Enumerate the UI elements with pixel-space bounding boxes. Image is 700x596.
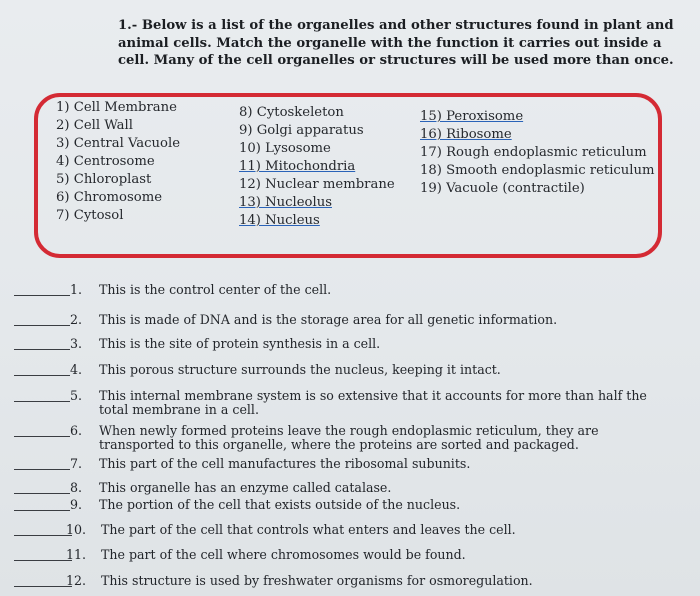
question-text: The part of the cell that controls what enters and leaves the cell. [101,522,516,537]
organelle-item: 13) Nucleolus [239,195,332,210]
instructions-text: 1.- Below is a list of the organelles and other structures found in plant and animal cells. Match the organelle with the function it carries out inside a cell. Many of the cell organelles or structures will be used more than once. [118,18,674,68]
organelle-item: 14) Nucleus [239,213,320,228]
question-number: 10. [65,522,86,537]
question-number: 4. [69,362,82,377]
organelle-item: 15) Peroxisome [420,109,524,124]
question-text: This porous structure surrounds the nucleus, keeping it intact. [99,362,501,377]
question-number: 3. [69,336,82,351]
organelle-item: 11) Mitochondria [239,159,356,174]
organelle-column-1 [56,99,180,225]
question-number: 5. [69,388,82,403]
organelle-item: 19) Vacuole (contractile) [420,181,585,196]
question-number: 8. [69,480,82,495]
question-text: This is made of DNA and is the storage area for all genetic information. [99,312,558,327]
question-text: This part of the cell manufactures the ribosomal subunits. [99,456,471,471]
organelle-item: 6) Chromosome [56,190,163,205]
question-text: The part of the cell where chromosomes would be found. [101,547,466,562]
question-text: This organelle has an enzyme called catalase. [99,480,392,495]
organelle-item: 18) Smooth endoplasmic reticulum [420,163,655,178]
organelle-item: 7) Cytosol [56,208,124,223]
organelle-item: 10) Lysosome [239,141,331,156]
organelle-item: 8) Cytoskeleton [239,105,344,120]
question-number: 12. [65,573,86,588]
question-text: This is the control center of the cell. [99,282,332,297]
question-number: 6. [69,423,82,438]
organelle-item: 5) Chloroplast [56,172,152,187]
question-number: 7. [69,456,82,471]
organelle-item: 2) Cell Wall [56,118,133,133]
organelle-column-3 [420,108,655,198]
organelle-item: 9) Golgi apparatus [239,123,364,138]
organelle-item: 3) Central Vacuole [56,136,181,151]
question-text: When newly formed proteins leave the rough endoplasmic reticulum, they are transported to this organelle, where the proteins are sorted and packaged. [99,423,599,452]
question-text: This structure is used by freshwater organisms for osmoregulation. [101,573,533,588]
organelle-item: 12) Nuclear membrane [239,177,395,192]
question-number: 11. [65,547,86,562]
organelle-item: 4) Centrosome [56,154,155,169]
question-text: This is the site of protein synthesis in a cell. [99,336,381,351]
organelle-column-2 [239,104,395,230]
question-text: The portion of the cell that exists outside of the nucleus. [99,497,461,512]
organelle-item: 1) Cell Membrane [56,100,177,115]
question-number: 1. [69,282,82,297]
organelle-item: 17) Rough endoplasmic reticulum [420,145,647,160]
question-number: 9. [69,497,82,512]
organelle-item: 16) Ribosome [420,127,512,142]
question-number: 2. [69,312,82,327]
question-text: This internal membrane system is so extensive that it accounts for more than half the total membrane in a cell. [99,388,647,417]
